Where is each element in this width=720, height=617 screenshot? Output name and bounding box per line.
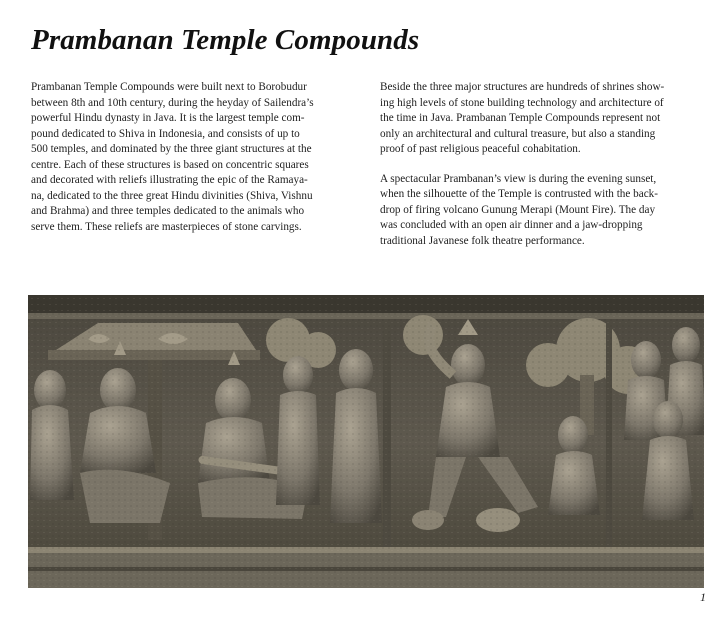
text-line: serve them. These reliefs are masterpieces of stone carvings. bbox=[31, 220, 302, 233]
text-column-right bbox=[380, 80, 700, 263]
text-line: Beside the three major structures are hundreds of shrines show- bbox=[380, 81, 665, 93]
text-column-left bbox=[31, 80, 356, 249]
text-line: and Brahma) and three temples dedicated to the animals who bbox=[31, 205, 305, 217]
page-number: 1 bbox=[700, 590, 706, 604]
relief-carving-illustration bbox=[28, 295, 704, 588]
page-title: Prambanan Temple Compounds bbox=[31, 24, 420, 56]
text-line: traditional Javanese folk theatre performance. bbox=[380, 234, 585, 247]
text-line: between 8th and 10th century, during the heyday of Sailendra’s bbox=[31, 96, 314, 109]
relief-photo bbox=[28, 295, 704, 588]
text-line: Prambanan Temple Compounds were built next to Borobudur bbox=[31, 81, 307, 93]
paragraph-shrines bbox=[380, 80, 700, 158]
text-line: drop of firing volcano Gunung Merapi (Mount Fire). The day bbox=[380, 203, 656, 216]
paragraph-sunset bbox=[380, 172, 700, 250]
text-line: proof of past religious peaceful cohabitation. bbox=[380, 143, 581, 155]
text-line: centre. Each of these structures is based on concentric squares bbox=[31, 158, 309, 171]
text-line: na, dedicated to the three great Hindu divinities (Shiva, Vishnu bbox=[31, 189, 313, 202]
text-line: and decorated with reliefs illustrating the epic of the Ramaya- bbox=[31, 174, 308, 186]
text-line: was concluded with an open air dinner and a jaw-dropping bbox=[380, 219, 643, 231]
text-line: the time in Java. Prambanan Temple Compounds represent not bbox=[380, 112, 661, 124]
text-line: A spectacular Prambanan’s view is during the evening sunset, bbox=[380, 172, 657, 185]
paragraph-history bbox=[31, 80, 356, 235]
text-line: only an architectural and cultural treasure, but also a standing bbox=[380, 127, 656, 140]
text-line: 500 temples, and dominated by the three giant structures at the bbox=[31, 143, 312, 155]
text-line: powerful Hindu dynasty in Java. It is the largest temple com- bbox=[31, 112, 305, 124]
text-line: when the silhouette of the Temple is contrusted with the back- bbox=[380, 188, 659, 200]
text-line: pound dedicated to Shiva in Indonesia, and consists of up to bbox=[31, 127, 300, 140]
text-line: ing high levels of stone building technology and architecture of bbox=[380, 96, 664, 109]
